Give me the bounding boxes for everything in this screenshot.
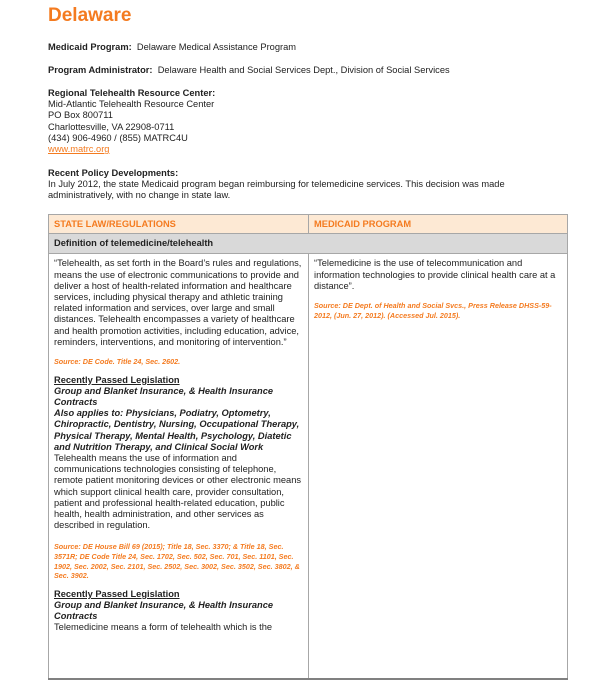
- program-administrator-value: Delaware Health and Social Services Dept., Division of Social Services: [157, 65, 450, 75]
- header-medicaid-program: MEDICAID PROGRAM: [309, 215, 568, 234]
- state-title: Delaware: [48, 5, 132, 26]
- medicaid-source: Source: DE Dept. of Health and Social Svcs., Press Release DHSS-59-2012, (Jun. 27, 2012). (Accessed Jul. 2015).: [314, 301, 552, 320]
- legislation-source: Source: DE House Bill 69 (2015); Title 18, Sec. 3370; & Title 18, Sec. 3571R; DE Code Title 24, Sec. 1702, Sec. 502, Sec. 701, Sec. 1101, Sec. 1902, Sec. 2002, Sec. 2101, Sec. 2502, Sec. 3002, Sec. 3502, Sec. 3802, & Sec. 3902.: [54, 542, 300, 581]
- program-administrator-line: [48, 65, 450, 76]
- header-state-law: STATE LAW/REGULATIONS: [49, 215, 309, 234]
- table-header-row: [49, 215, 568, 234]
- resource-center-website-link[interactable]: www.matrc.org: [48, 144, 110, 155]
- state-law-cell: [49, 254, 309, 680]
- medicaid-quote: “Telemedicine is the use of telecommunication and information technologies to provide clinical health care at a distance”.: [314, 258, 556, 291]
- legislation-heading: Recently Passed Legislation: [54, 374, 180, 385]
- program-administrator-label: Program Administrator:: [48, 65, 153, 75]
- medicaid-program-label: Medicaid Program:: [48, 42, 132, 52]
- section-row: [49, 234, 568, 254]
- resource-center-name: Mid-Atlantic Telehealth Resource Center: [48, 99, 215, 110]
- resource-center-label: Regional Telehealth Resource Center:: [48, 88, 216, 98]
- table-row: [49, 254, 568, 680]
- policy-text: In July 2012, the state Medicaid program began reimbursing for telemedicine services. This decision was made administratively, with no change in state law.: [48, 179, 505, 201]
- legislation-text-2: Telemedicine means a form of telehealth which is the: [54, 622, 273, 633]
- legislation-heading-2: Recently Passed Legislation: [54, 588, 180, 599]
- legislation-text: Telehealth means the use of information and communications technologies consisting of telephone, remote patient monitoring devices or other electronic means which support clinical health care, provider consultation, patient and professional health-related education, public health, health administration, and other services as described in regulation.: [54, 453, 302, 531]
- resource-center: [48, 88, 215, 155]
- legislation-title: Group and Blanket Insurance, & Health Insurance Contracts: [54, 385, 274, 408]
- resource-center-phone: (434) 906-4960 / (855) MATRC4U: [48, 132, 188, 143]
- medicaid-program-line: [48, 42, 296, 53]
- resource-center-address2: Charlottesville, VA 22908-0711: [48, 121, 175, 132]
- medicaid-program-value: Delaware Medical Assistance Program: [136, 42, 297, 52]
- medicaid-cell: [309, 254, 568, 680]
- law-quote: “Telehealth, as set forth in the Board’s rules and regulations, means the use of electronic communications to provide and deliver a host of health-related information and healthcare services, including physical therapy and athletic training related information and services, over large and small distances. Telehealth encompasses a variety of healthcare and health promotion activities, including education, advice, reminders, interventions, and monitoring of intervention.”: [54, 258, 302, 347]
- section-definition: Definition of telemedicine/telehealth: [49, 234, 568, 254]
- law-source: Source: DE Code. Title 24, Sec. 2602.: [54, 357, 181, 367]
- resource-center-address1: PO Box 800711: [48, 110, 113, 121]
- law-table: [48, 214, 568, 680]
- legislation-applies: Also applies to: Physicians, Podiatry, Optometry, Chiropractic, Dentistry, Nursing, Occupational Therapy, Physical Therapy, Mental Health, Psychology, Diatetic and Nutrition Therapy, and Clinical Social Work: [54, 408, 300, 452]
- policy-developments: [48, 168, 568, 202]
- policy-label: Recent Policy Developments:: [48, 168, 179, 178]
- legislation-title-2: Group and Blanket Insurance, & Health Insurance Contracts: [54, 600, 274, 622]
